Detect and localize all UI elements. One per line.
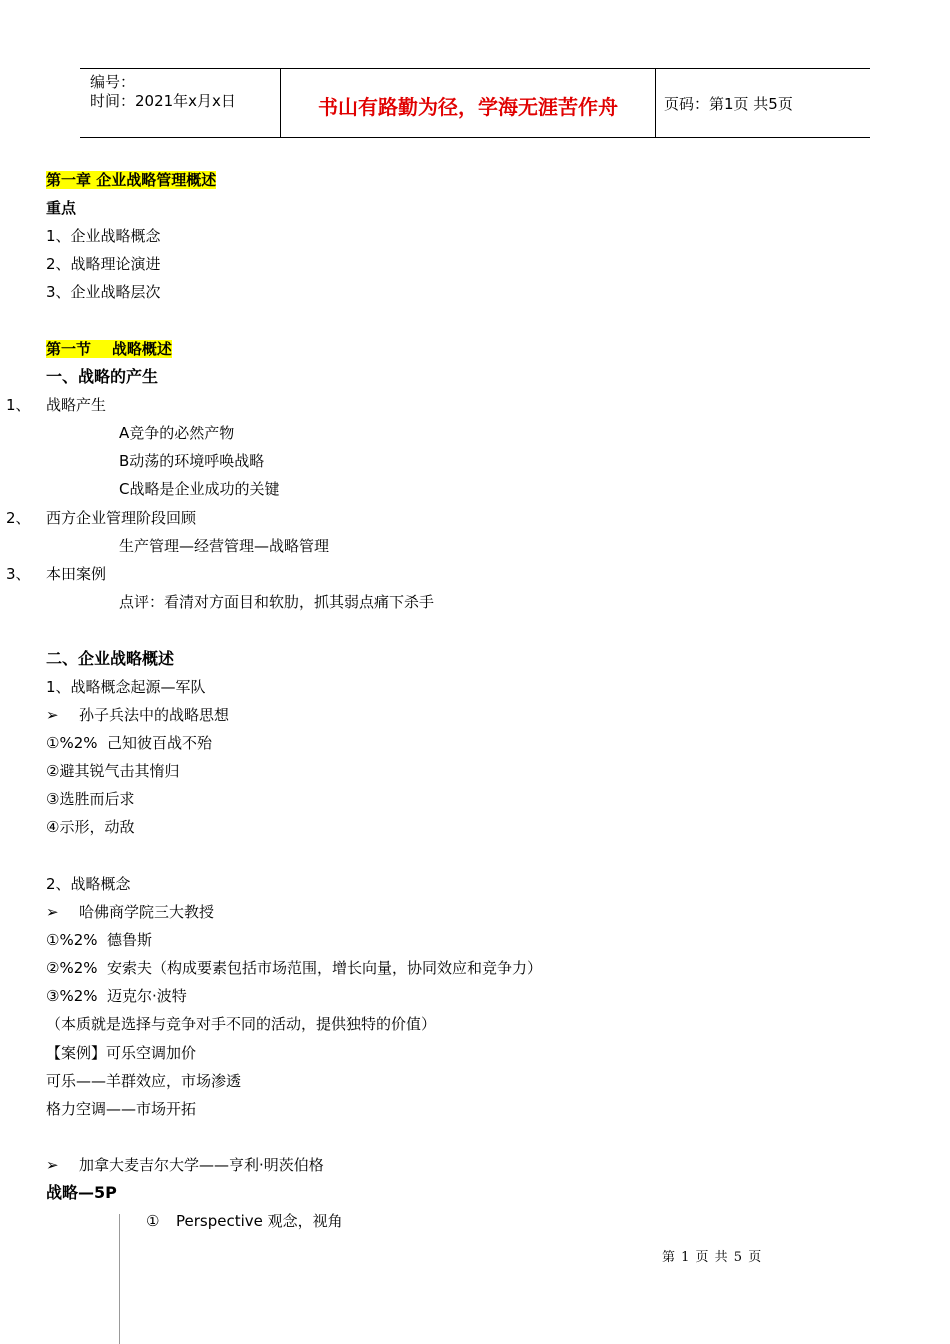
sunzi-point: ③选胜而后求 (46, 790, 135, 808)
section-title: 第一节 战略概述 (46, 340, 172, 358)
document-header (80, 68, 870, 138)
item2-sub: 生产管理—经营管理—战略管理 (119, 537, 330, 555)
professor-item: ③%2% 迈克尔·波特 (46, 987, 187, 1005)
item3-sub: 点评：看清对方面目和软肋，抓其弱点痛下杀手 (119, 593, 435, 611)
item1-number: 1、 (6, 396, 31, 414)
mcgill-heading: 加拿大麦吉尔大学——亨利·明茨伯格 (79, 1156, 324, 1174)
arrow-bullet-icon: ➢ (46, 706, 59, 724)
item1-sub: C战略是企业成功的关键 (119, 480, 280, 498)
item3-text: 本田案例 (46, 565, 107, 583)
professor-item: ①%2% 德鲁斯 (46, 931, 153, 949)
arrow-bullet-icon: ➢ (46, 1156, 59, 1174)
case-line: 可乐——羊群效应，市场渗透 (46, 1072, 242, 1090)
five-p-item: Perspective 观念，视角 (176, 1212, 343, 1230)
item1-text: 战略产生 (46, 396, 107, 414)
header-left-cell (80, 69, 280, 137)
motto: 书山有路勤为径，学海无涯苦作舟 (318, 95, 618, 119)
five-p-title: 战略—5P (46, 1183, 117, 1202)
key-heading: 重点 (46, 199, 77, 217)
part2-heading: 二、企业战略概述 (46, 649, 175, 668)
item2-text: 西方企业管理阶段回顾 (46, 509, 197, 527)
page-label: 页码：第1页 共5页 (664, 95, 793, 113)
part1-heading: 一、战略的产生 (46, 367, 159, 386)
item1-sub: A竞争的必然产物 (119, 424, 235, 442)
item3-number: 3、 (6, 565, 31, 583)
key-point: 2、战略理论演进 (46, 255, 161, 273)
chapter-title: 第一章 企业战略管理概述 (46, 171, 217, 189)
arrow-bullet-icon: ➢ (46, 903, 59, 921)
concept-heading: 2、战略概念 (46, 875, 131, 893)
time-label: 时间：2021年x月x日 (90, 92, 236, 110)
five-p-number: ① (146, 1212, 160, 1230)
key-point: 1、企业战略概念 (46, 227, 161, 245)
professor-item: ②%2% 安索夫（构成要素包括市场范围，增长向量，协同效应和竞争力） (46, 959, 543, 977)
vertical-rule (119, 1214, 120, 1344)
header-right-cell (655, 69, 870, 137)
sunzi-point: ②避其锐气击其惰归 (46, 762, 180, 780)
case-title: 【案例】可乐空调加价 (46, 1044, 197, 1062)
header-middle-cell (280, 69, 656, 137)
item2-number: 2、 (6, 509, 31, 527)
sunzi-point: ④示形，动敌 (46, 818, 135, 836)
sunzi-point: ①%2% 己知彼百战不殆 (46, 734, 213, 752)
key-point: 3、企业战略层次 (46, 283, 161, 301)
concept-origin: 1、战略概念起源—军队 (46, 678, 206, 696)
case-line: 格力空调——市场开拓 (46, 1100, 197, 1118)
harvard-heading: 哈佛商学院三大教授 (79, 903, 215, 921)
porter-note: （本质就是选择与竞争对手不同的活动，提供独特的价值） (46, 1015, 437, 1033)
item1-sub: B动荡的环境呼唤战略 (119, 452, 265, 470)
sunzi-heading: 孙子兵法中的战略思想 (79, 706, 230, 724)
number-label: 编号： (90, 73, 136, 91)
page-footer: 第 1 页 共 5 页 (662, 1250, 763, 1265)
